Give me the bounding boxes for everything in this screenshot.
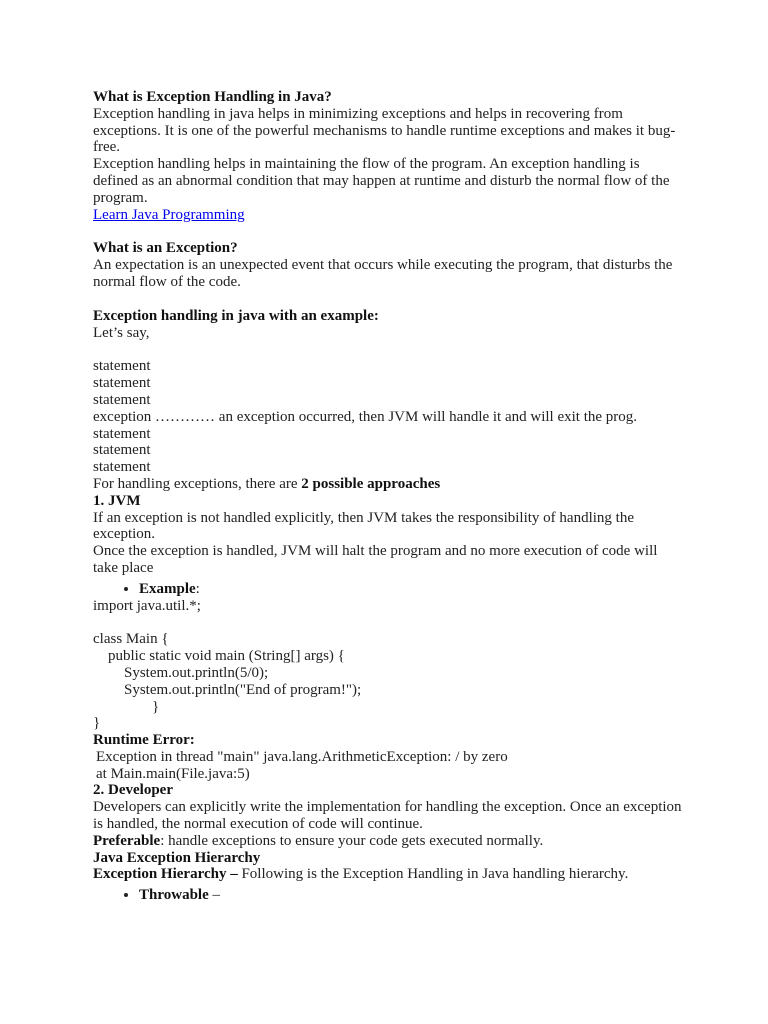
- heading-developer: 2. Developer: [93, 782, 173, 799]
- statement-line: statement: [93, 425, 151, 442]
- paragraph-exception-definition: An expectation is an unexpected event that occurs while executing the program, that disturbs the normal flow of the code.: [93, 257, 673, 290]
- lets-say-text: Let’s say,: [93, 324, 150, 341]
- heading-jvm: 1. JVM: [93, 492, 141, 509]
- heading-exception-handling: What is Exception Handling in Java?: [93, 89, 332, 105]
- code-line: import java.util.*;: [93, 597, 201, 614]
- heading-hierarchy: Java Exception Hierarchy: [93, 849, 261, 866]
- statement-line: statement: [93, 375, 151, 392]
- statement-line: statement: [93, 358, 151, 375]
- throwable-bullet: • Throwable –: [139, 887, 683, 904]
- spacer: [93, 291, 683, 308]
- preferable-line: Preferable: handle exceptions to ensure your code gets executed normally.: [93, 832, 544, 849]
- statement-line: statement: [93, 391, 151, 408]
- error-line: at Main.main(File.java:5): [96, 765, 250, 782]
- spacer: [93, 614, 683, 631]
- code-line: public static void main (String[] args) {: [108, 648, 345, 665]
- document-page: [93, 89, 683, 904]
- example-bullet-list: [93, 581, 683, 598]
- statement-line: statement: [93, 459, 151, 476]
- paragraph-intro-2: Exception handling helps in maintaining the flow of the program. An exception handling is defined as an abnormal condition that may happen at runtime and disturb the normal flow of the program.: [93, 156, 670, 206]
- paragraph-intro-1: Exception handling in java helps in minimizing exceptions and helps in recovering from exceptions. It is one of the powerful mechanisms to handle runtime exceptions and makes it bug-free.: [93, 105, 676, 156]
- code-line: class Main {: [93, 631, 169, 648]
- code-line: System.out.println(5/0);: [124, 664, 269, 681]
- paragraph-jvm-1: If an exception is not handled explicitly, then JVM takes the responsibility of handling the exception.: [93, 509, 634, 543]
- paragraph-developer: Developers can explicitly write the implementation for handling the exception. Once an exception is handled, the normal execution of code will continue.: [93, 799, 682, 833]
- heading-what-is-exception: What is an Exception?: [93, 240, 238, 257]
- code-line: System.out.println("End of program!");: [124, 681, 362, 698]
- spacer: [93, 223, 683, 240]
- error-line: Exception in thread "main" java.lang.ArithmeticException: / by zero: [96, 748, 508, 765]
- heading-example: Exception handling in java with an example:: [93, 307, 379, 324]
- exception-line: exception ………… an exception occurred, then JVM will handle it and will exit the prog.: [93, 408, 638, 425]
- throwable-bullet-list: [93, 887, 683, 904]
- approaches-sentence: For handling exceptions, there are 2 possible approaches: [93, 475, 441, 492]
- code-line: }: [93, 715, 101, 732]
- learn-java-link[interactable]: Learn Java Programming: [93, 206, 245, 223]
- hierarchy-line: Exception Hierarchy – Following is the Exception Handling in Java handling hierarchy.: [93, 866, 629, 883]
- example-bullet: • Example:: [139, 581, 683, 598]
- statement-line: statement: [93, 442, 151, 459]
- spacer: [93, 341, 683, 358]
- heading-runtime-error: Runtime Error:: [93, 732, 195, 749]
- paragraph-jvm-2: Once the exception is handled, JVM will halt the program and no more execution of code will take place: [93, 543, 658, 576]
- code-line: }: [152, 698, 160, 715]
